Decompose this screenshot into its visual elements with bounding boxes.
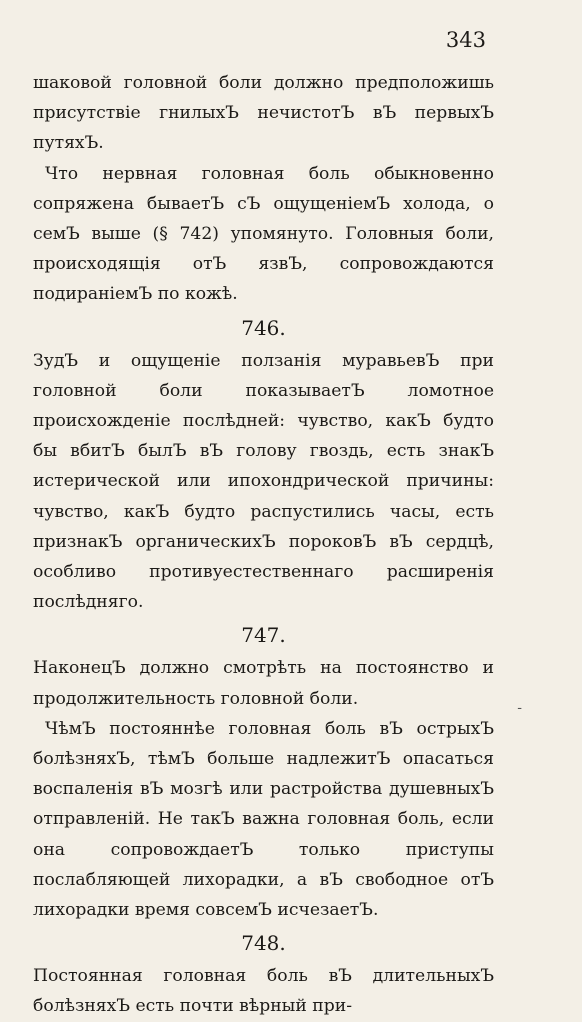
section-number: 748.	[241, 931, 286, 956]
paragraph: ЧѣмЪ постояннѣе головная боль вЪ острыхЪ болѣзняхЪ, тѣмЪ больше надлежитЪ опасаться воспаленія вЪ мозгѣ или растройства душевныхЪ отправленій. Не такЪ важна головная боль, если она сопровождаетЪ только приступы послабляющей лихорадки, а вЪ свободное отЪ лихорадки время совсемЪ исчезаетЪ.	[33, 718, 494, 921]
page-text	[33, 68, 494, 1022]
paragraph: шаковой головной боли должно предположишь присутствіе гнилыхЪ нечистотЪ вЪ первыхЪ путяхЪ.	[33, 73, 494, 154]
paragraph: Постоянная головная боль вЪ длительныхЪ болѣзняхЪ есть почти вѣрный при-	[33, 966, 494, 1017]
margin-mark: -	[517, 700, 522, 716]
paragraph: НаконецЪ должно смотрѣть на постоянство и продолжительность головной боли.	[33, 658, 494, 709]
section-number: 746.	[241, 315, 286, 340]
paragraph: Что нервная головная боль обыкновенно сопряжена бываетЪ сЪ ощущеніемЪ холода, о семЪ выше (§ 742) упомянуто. Головныя боли, происходящія отЪ язвЪ, сопровождаются подираніемЪ по кожѣ.	[33, 163, 494, 305]
page-number: 343	[445, 28, 486, 52]
section-number: 747.	[241, 623, 286, 648]
paragraph: ЗудЪ и ощущеніе ползанія муравьевЪ при головной боли показываетЪ ломотное происхожденіе послѣдней: чувство, какЪ будто бы вбитЪ былЪ вЪ голову гвоздь, есть знакЪ истерической или ипохондрической причины: чувство, какЪ будто распустились часы, есть признакЪ органическихЪ пороковЪ вЪ сердцѣ, особливо противуестественнаго расширенія послѣдняго.	[33, 350, 494, 613]
